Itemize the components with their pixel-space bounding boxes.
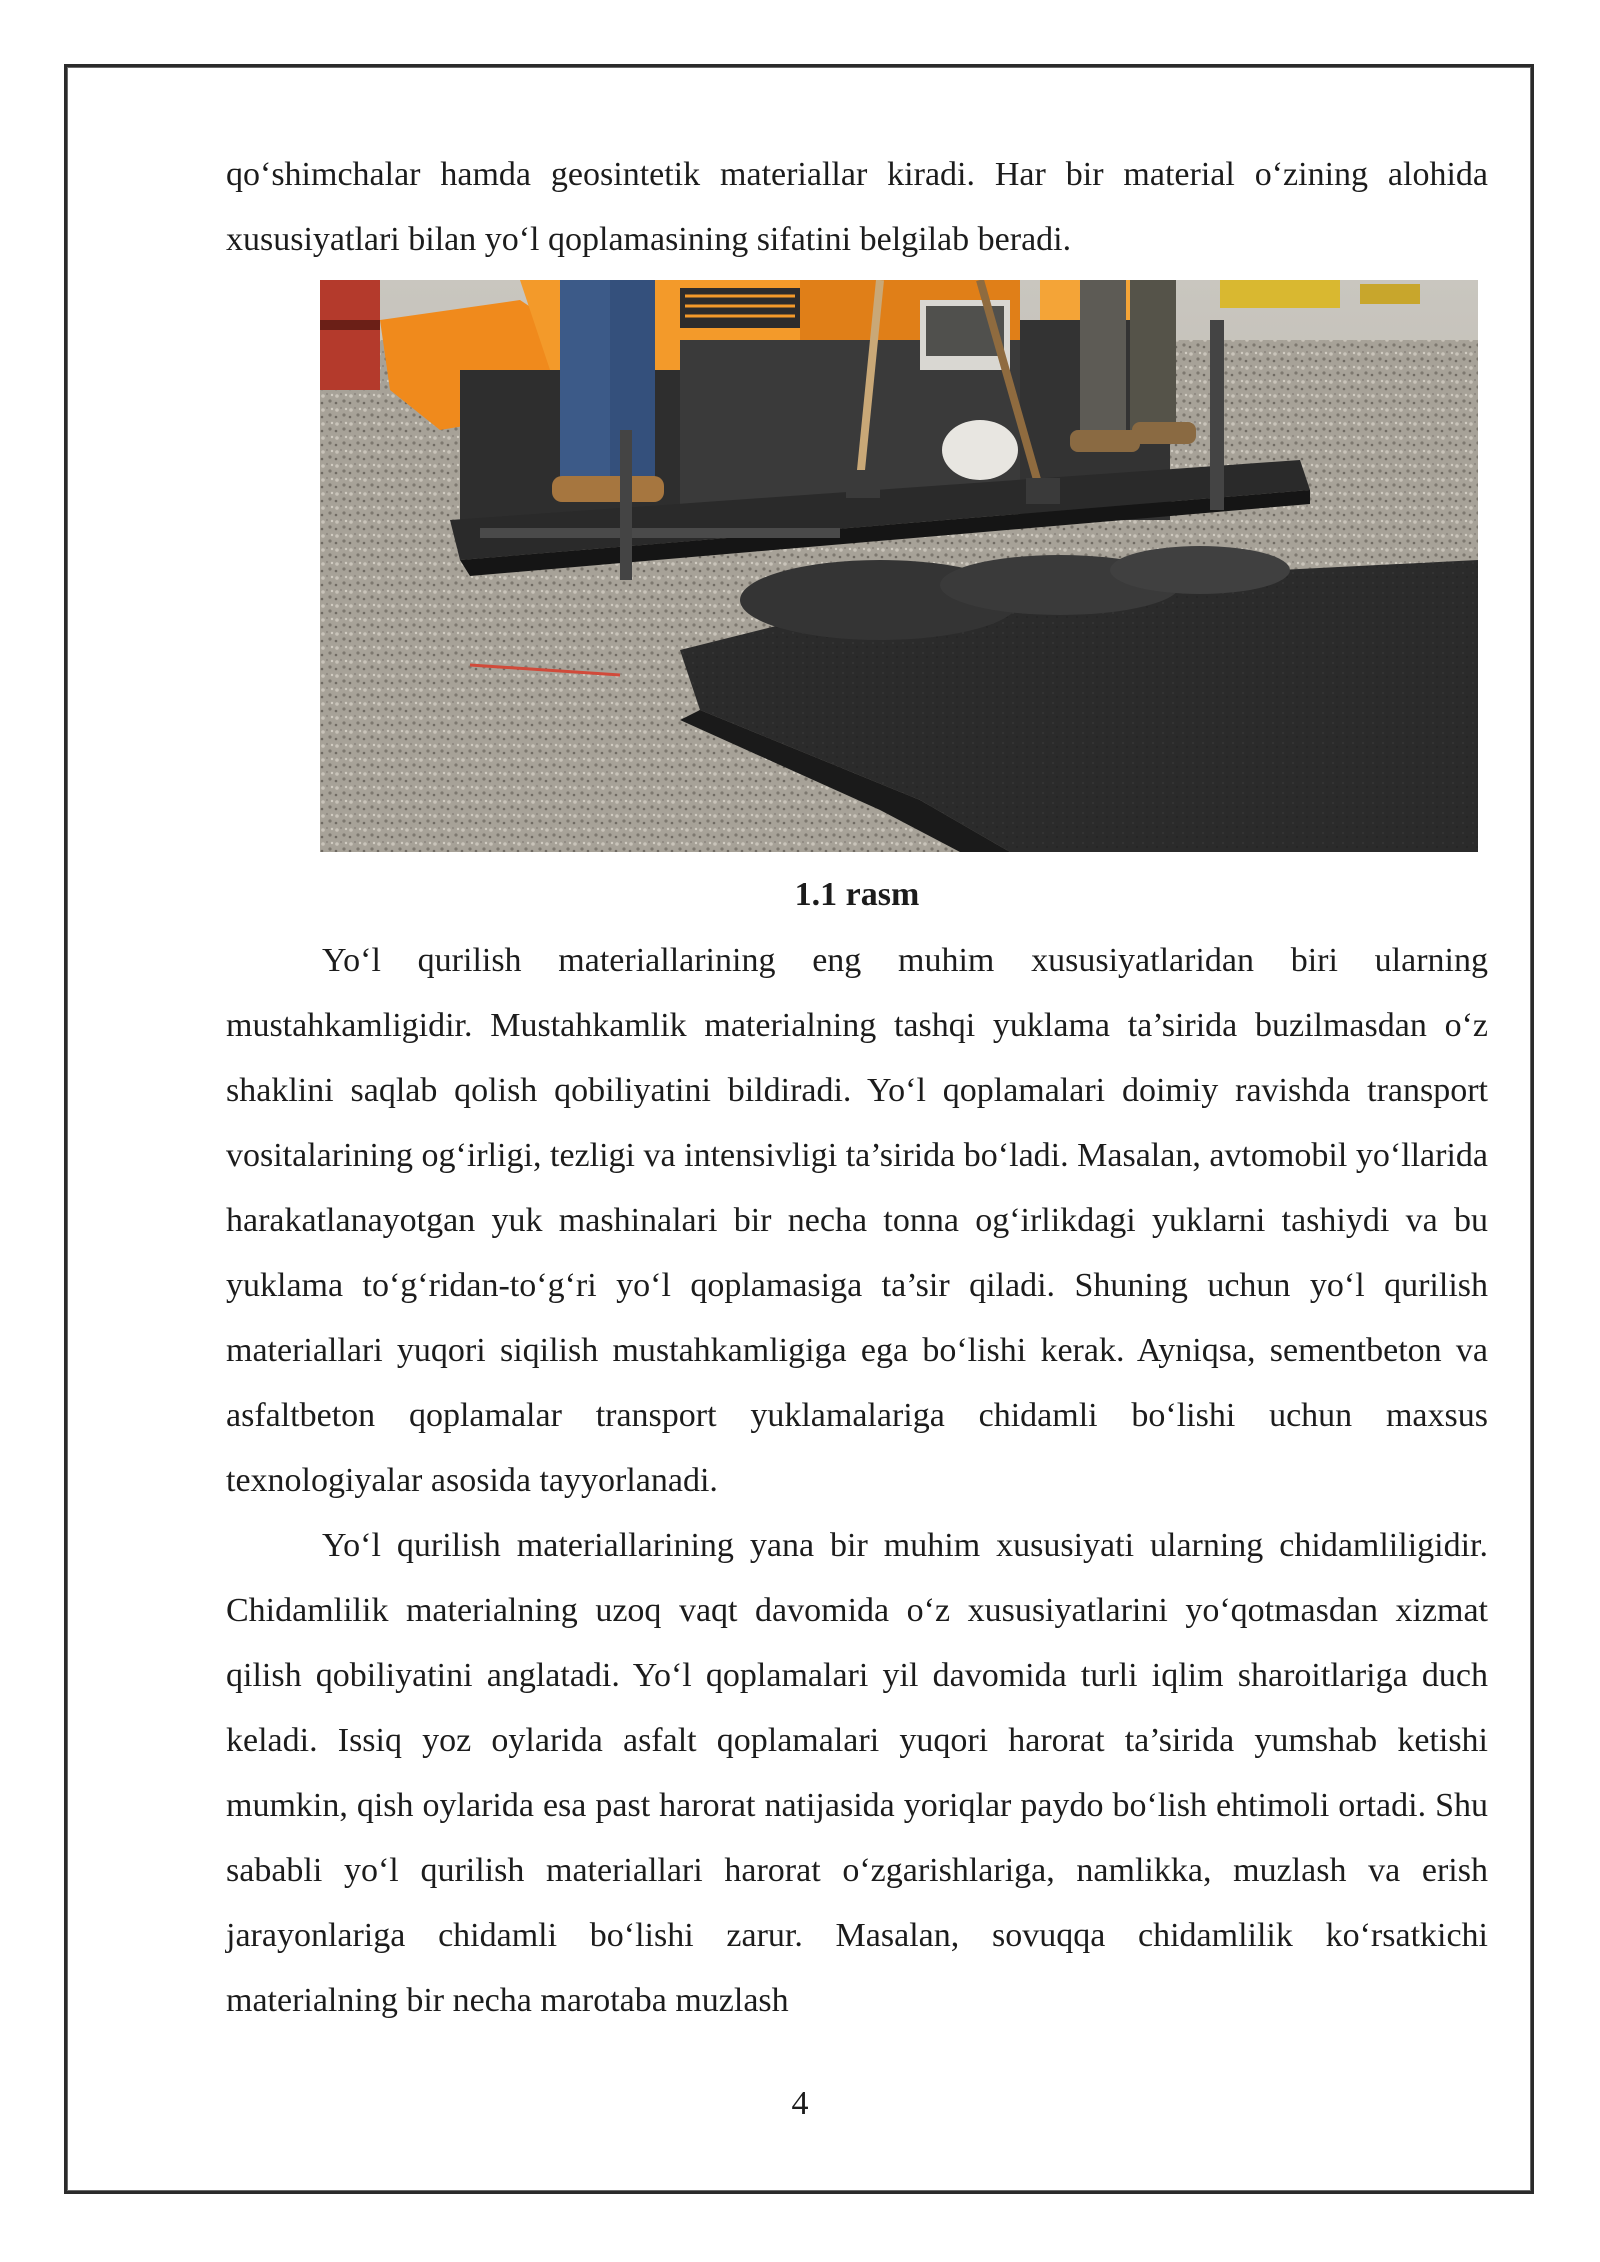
paragraph-strength: Yo‘l qurilish materiallarining eng muhim xususiyatlaridan biri ularning mustahkamligidir. Mustahkamlik materialning tashqi yuklama ta’sirida buzilmasdan o‘z shaklini saqlab qolish qobiliyatini bildiradi. Yo‘l qoplamalari doimiy ravishda transport vositalarining og‘irligi, tezligi va intensivligi ta’sirida bo‘ladi. Masalan, avtomobil yo‘llarida harakatlanayotgan yuk mashinalari bir necha tonna og‘irlikdagi yuklarni tashiydi va bu yuklama to‘g‘ridan-to‘g‘ri yo‘l qoplamasiga ta’sir qiladi. Shuning uchun yo‘l qurilish materiallari yuqori siqilish mustahkamligiga ega bo‘lishi kerak. Ayniqsa, sementbeton va asfaltbeton qoplamalar transport yuklamalariga chidamli bo‘lishi uchun maxsus texnologiyalar asosida tayyorlanadi. bbox=[226, 942, 1488, 1499]
intro-paragraph: qo‘shimchalar hamda geosintetik materiallar kiradi. Har bir material o‘zining alohida xususiyatlari bilan yo‘l qoplamasining sifatini belgilab beradi. bbox=[226, 156, 1488, 258]
body-text-block bbox=[226, 928, 1488, 2033]
figure-caption: 1.1 rasm bbox=[794, 876, 920, 913]
paragraph-durability: Yo‘l qurilish materiallarining yana bir muhim xususiyati ularning chidamliligidir. Chidamlilik materialning uzoq vaqt davomida o‘z xususiyatlarini yo‘qotmasdan xizmat qilish qobiliyatini anglatadi. Yo‘l qoplamalari yil davomida turli iqlim sharoitlariga duch keladi. Issiq yoz oylarida asfalt qoplamalari yuqori harorat ta’sirida yumshab ketishi mumkin, qish oylarida esa past harorat natijasida yoriqlar paydo bo‘lish ehtimoli ortadi. Shu sababli yo‘l qurilish materiallari harorat o‘zgarishlariga, namlikka, muzlash va erish jarayonlariga chidamli bo‘lishi zarur. Masalan, sovuqqa chidamlilik ko‘rsatkichi materialning bir necha marotaba muzlash bbox=[226, 1527, 1488, 2019]
page-number: 4 bbox=[791, 2085, 809, 2122]
paving-machine-illustration bbox=[320, 280, 1478, 852]
intro-text-block bbox=[226, 142, 1488, 272]
asphalt-paving-photo bbox=[320, 280, 1478, 852]
